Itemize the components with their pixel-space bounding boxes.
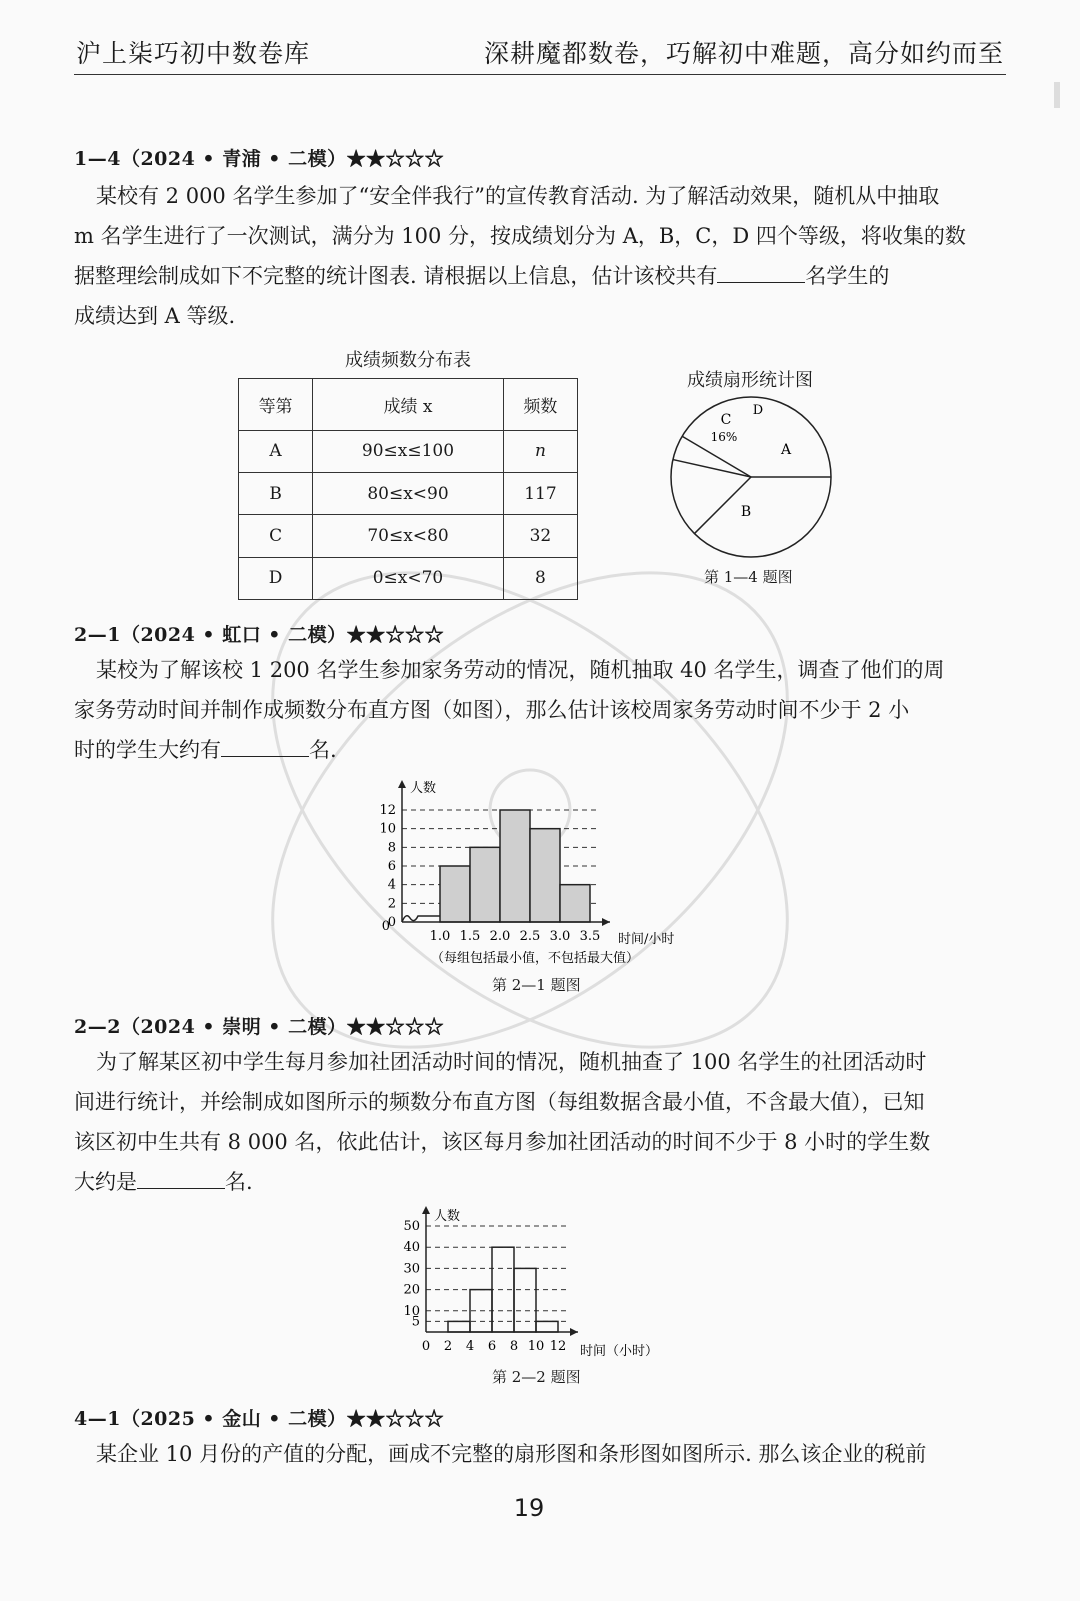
table-cell: 8 (503, 557, 577, 599)
y-tick-label: 4 (387, 877, 396, 893)
figure-caption-2-2: 第 2—2 题图 (492, 1368, 581, 1386)
q3-line-4-text: 大约是 (74, 1170, 137, 1194)
table-row (239, 472, 578, 514)
q1-line-2: m 名学生进行了一次测试，满分为 100 分，按成绩划分为 A，B，C，D 四个等级，将收集的数 (74, 224, 966, 248)
q3-line-1: 为了解某区初中学生每月参加社团活动时间的情况，随机抽查了 100 名学生的社团活动时 (96, 1050, 927, 1074)
question-3-head: 2—2（2024 • 崇明 • 二模）★★☆☆☆ (74, 1016, 445, 1038)
table-cell: A (239, 430, 313, 472)
y-tick-label: 40 (403, 1240, 420, 1256)
table-row (239, 557, 578, 599)
table-header-cell: 频数 (503, 379, 577, 431)
figure-caption-1-4: 第 1—4 题图 (704, 568, 793, 586)
q4-line-1: 某企业 10 月份的产值的分配，画成不完整的扇形图和条形图如图所示. 那么该企业的税前 (96, 1442, 927, 1466)
histogram-bar (560, 885, 590, 922)
page-header (74, 34, 1006, 75)
q1-line-3-tail: 名学生的 (805, 264, 890, 288)
x-tick-label: 12 (549, 1339, 567, 1354)
x-tick-label: 1.0 (429, 929, 451, 944)
y-tick-label: 12 (379, 803, 396, 818)
x-tick-label: 3.5 (579, 929, 601, 944)
q3-line-4-tail: 名. (225, 1170, 253, 1194)
pie-label-a: A (780, 442, 792, 458)
x-tick-label: 2.0 (489, 929, 511, 944)
y-tick-label: 6 (387, 859, 396, 874)
pie-label-b: B (740, 504, 752, 520)
histogram-bar (440, 866, 470, 922)
pie-label-c: C (720, 412, 732, 428)
histogram-bar (470, 847, 500, 922)
q1-line-3 (74, 256, 994, 296)
pie-label-d: D (752, 403, 764, 418)
answer-blank-1[interactable] (717, 264, 805, 283)
q2-line-3-text: 时的学生大约有 (74, 738, 221, 762)
y-tick-label: 0 (387, 915, 396, 930)
q3-line-3: 该区初中生共有 8 000 名，依此估计，该区每月参加社团活动的时间不少于 8 小时的学生数 (74, 1130, 931, 1154)
answer-blank-2[interactable] (221, 738, 309, 757)
y-tick-label: 5 (411, 1314, 420, 1330)
y-tick-label: 50 (403, 1219, 420, 1234)
y-axis-arrow (422, 1206, 430, 1214)
hist1-note: （每组包括最小值，不包括最大值） (430, 951, 640, 966)
q2-line-2: 家务劳动时间并制作成频数分布直方图（如图），那么估计该校周家务劳动时间不少于 2 小 (74, 698, 910, 722)
q1-line-3-text: 据整理绘制成如下不完整的统计图表. 请根据以上信息，估计该校共有 (74, 264, 718, 288)
y-tick-label: 2 (387, 896, 396, 912)
q1-line-1: 某校有 2 000 名学生参加了“安全伴我行”的宣传教育活动. 为了解活动效果，随机从中抽取 (96, 184, 940, 208)
hist1-xlabel: 时间/小时 (618, 932, 675, 947)
table-cell: 70≤x<80 (313, 515, 504, 557)
table-header-row (239, 379, 578, 431)
histogram-bar (500, 810, 530, 922)
table-cell: 32 (503, 515, 577, 557)
x-axis-arrow (602, 918, 610, 926)
y-tick-label: 30 (403, 1261, 420, 1277)
y-axis-arrow (398, 780, 406, 788)
x-tick-label: 10 (527, 1339, 545, 1354)
q3-line-4 (74, 1162, 994, 1202)
question-4-head: 4—1（2025 • 金山 • 二模）★★☆☆☆ (74, 1408, 445, 1430)
page-number: 19 (513, 1494, 545, 1522)
histogram-bar (530, 829, 560, 922)
histogram-2-1 (370, 772, 700, 972)
question-2-text (74, 650, 994, 770)
y-tick-label: 20 (403, 1282, 420, 1298)
table-cell: 80≤x<90 (313, 472, 504, 514)
hist2-ylabel: 人数 (434, 1209, 461, 1224)
table-cell: 0≤x<70 (313, 557, 504, 599)
y-tick-label: 8 (387, 840, 396, 856)
pie-label-c-percent: 16% (710, 430, 738, 444)
y-tick-label: 10 (403, 1303, 420, 1319)
x-tick-label: 6 (487, 1339, 497, 1354)
table-header-cell: 等第 (239, 379, 313, 431)
figure-caption-2-1: 第 2—1 题图 (492, 976, 581, 994)
hist2-xlabel: 时间（小时） (580, 1344, 659, 1359)
q2-line-1: 某校为了解该校 1 200 名学生参加家务劳动的情况，随机抽取 40 名学生，调查了他们的周 (96, 658, 945, 682)
x-tick-label: 8 (509, 1339, 519, 1354)
hist1-ylabel: 人数 (410, 781, 437, 796)
histogram-bar (514, 1268, 536, 1332)
x-tick-label: 3.0 (549, 929, 571, 944)
table-cell: C (239, 515, 313, 557)
x-tick-label: 2 (443, 1339, 453, 1354)
header-left-title: 沪上柒巧初中数卷库 (76, 39, 311, 68)
table-cell: D (239, 557, 313, 599)
x-tick-label: 4 (465, 1339, 475, 1354)
question-2-head: 2—1（2024 • 虹口 • 二模）★★☆☆☆ (74, 624, 445, 646)
table-cell: n (503, 430, 577, 472)
pie-chart-title: 成绩扇形统计图 (687, 370, 813, 391)
x-tick-label: 0 (421, 1339, 431, 1354)
question-1-text (74, 176, 994, 336)
pie-slice-boundary (673, 460, 751, 477)
x-axis-arrow (570, 1328, 578, 1336)
axis-break (402, 916, 440, 922)
q2-line-3 (74, 730, 994, 770)
table-header-cell: 成绩 x (313, 379, 504, 431)
table-row (239, 430, 578, 472)
histogram-bar (536, 1321, 558, 1332)
table-cell: 117 (503, 472, 577, 514)
question-4-text (74, 1434, 994, 1474)
table-row (239, 515, 578, 557)
table-cell: 90≤x≤100 (313, 430, 504, 472)
pie-chart (666, 392, 836, 562)
q1-line-4: 成绩达到 A 等级. (74, 304, 236, 328)
x-tick-label: 1.5 (459, 929, 481, 944)
page-edge-mark (1054, 82, 1060, 108)
question-1-head: 1—4（2024 • 青浦 • 二模）★★☆☆☆ (74, 148, 445, 170)
frequency-table (238, 378, 578, 600)
origin-label: 0 (381, 919, 390, 934)
histogram-bar (448, 1321, 470, 1332)
question-3-text (74, 1042, 994, 1202)
x-tick-label: 2.5 (519, 929, 541, 944)
table-cell: B (239, 472, 313, 514)
q2-line-3-tail: 名. (309, 738, 337, 762)
histogram-2-2 (392, 1202, 692, 1362)
frequency-table-title: 成绩频数分布表 (345, 350, 471, 371)
q3-line-2: 间进行统计，并绘制成如图所示的频数分布直方图（每组数据含最小值，不含最大值），已知 (74, 1090, 925, 1114)
header-right-slogan: 深耕魔都数卷，巧解初中难题，高分如约而至 (483, 39, 1004, 68)
answer-blank-3[interactable] (137, 1170, 225, 1189)
y-tick-label: 10 (379, 821, 396, 837)
